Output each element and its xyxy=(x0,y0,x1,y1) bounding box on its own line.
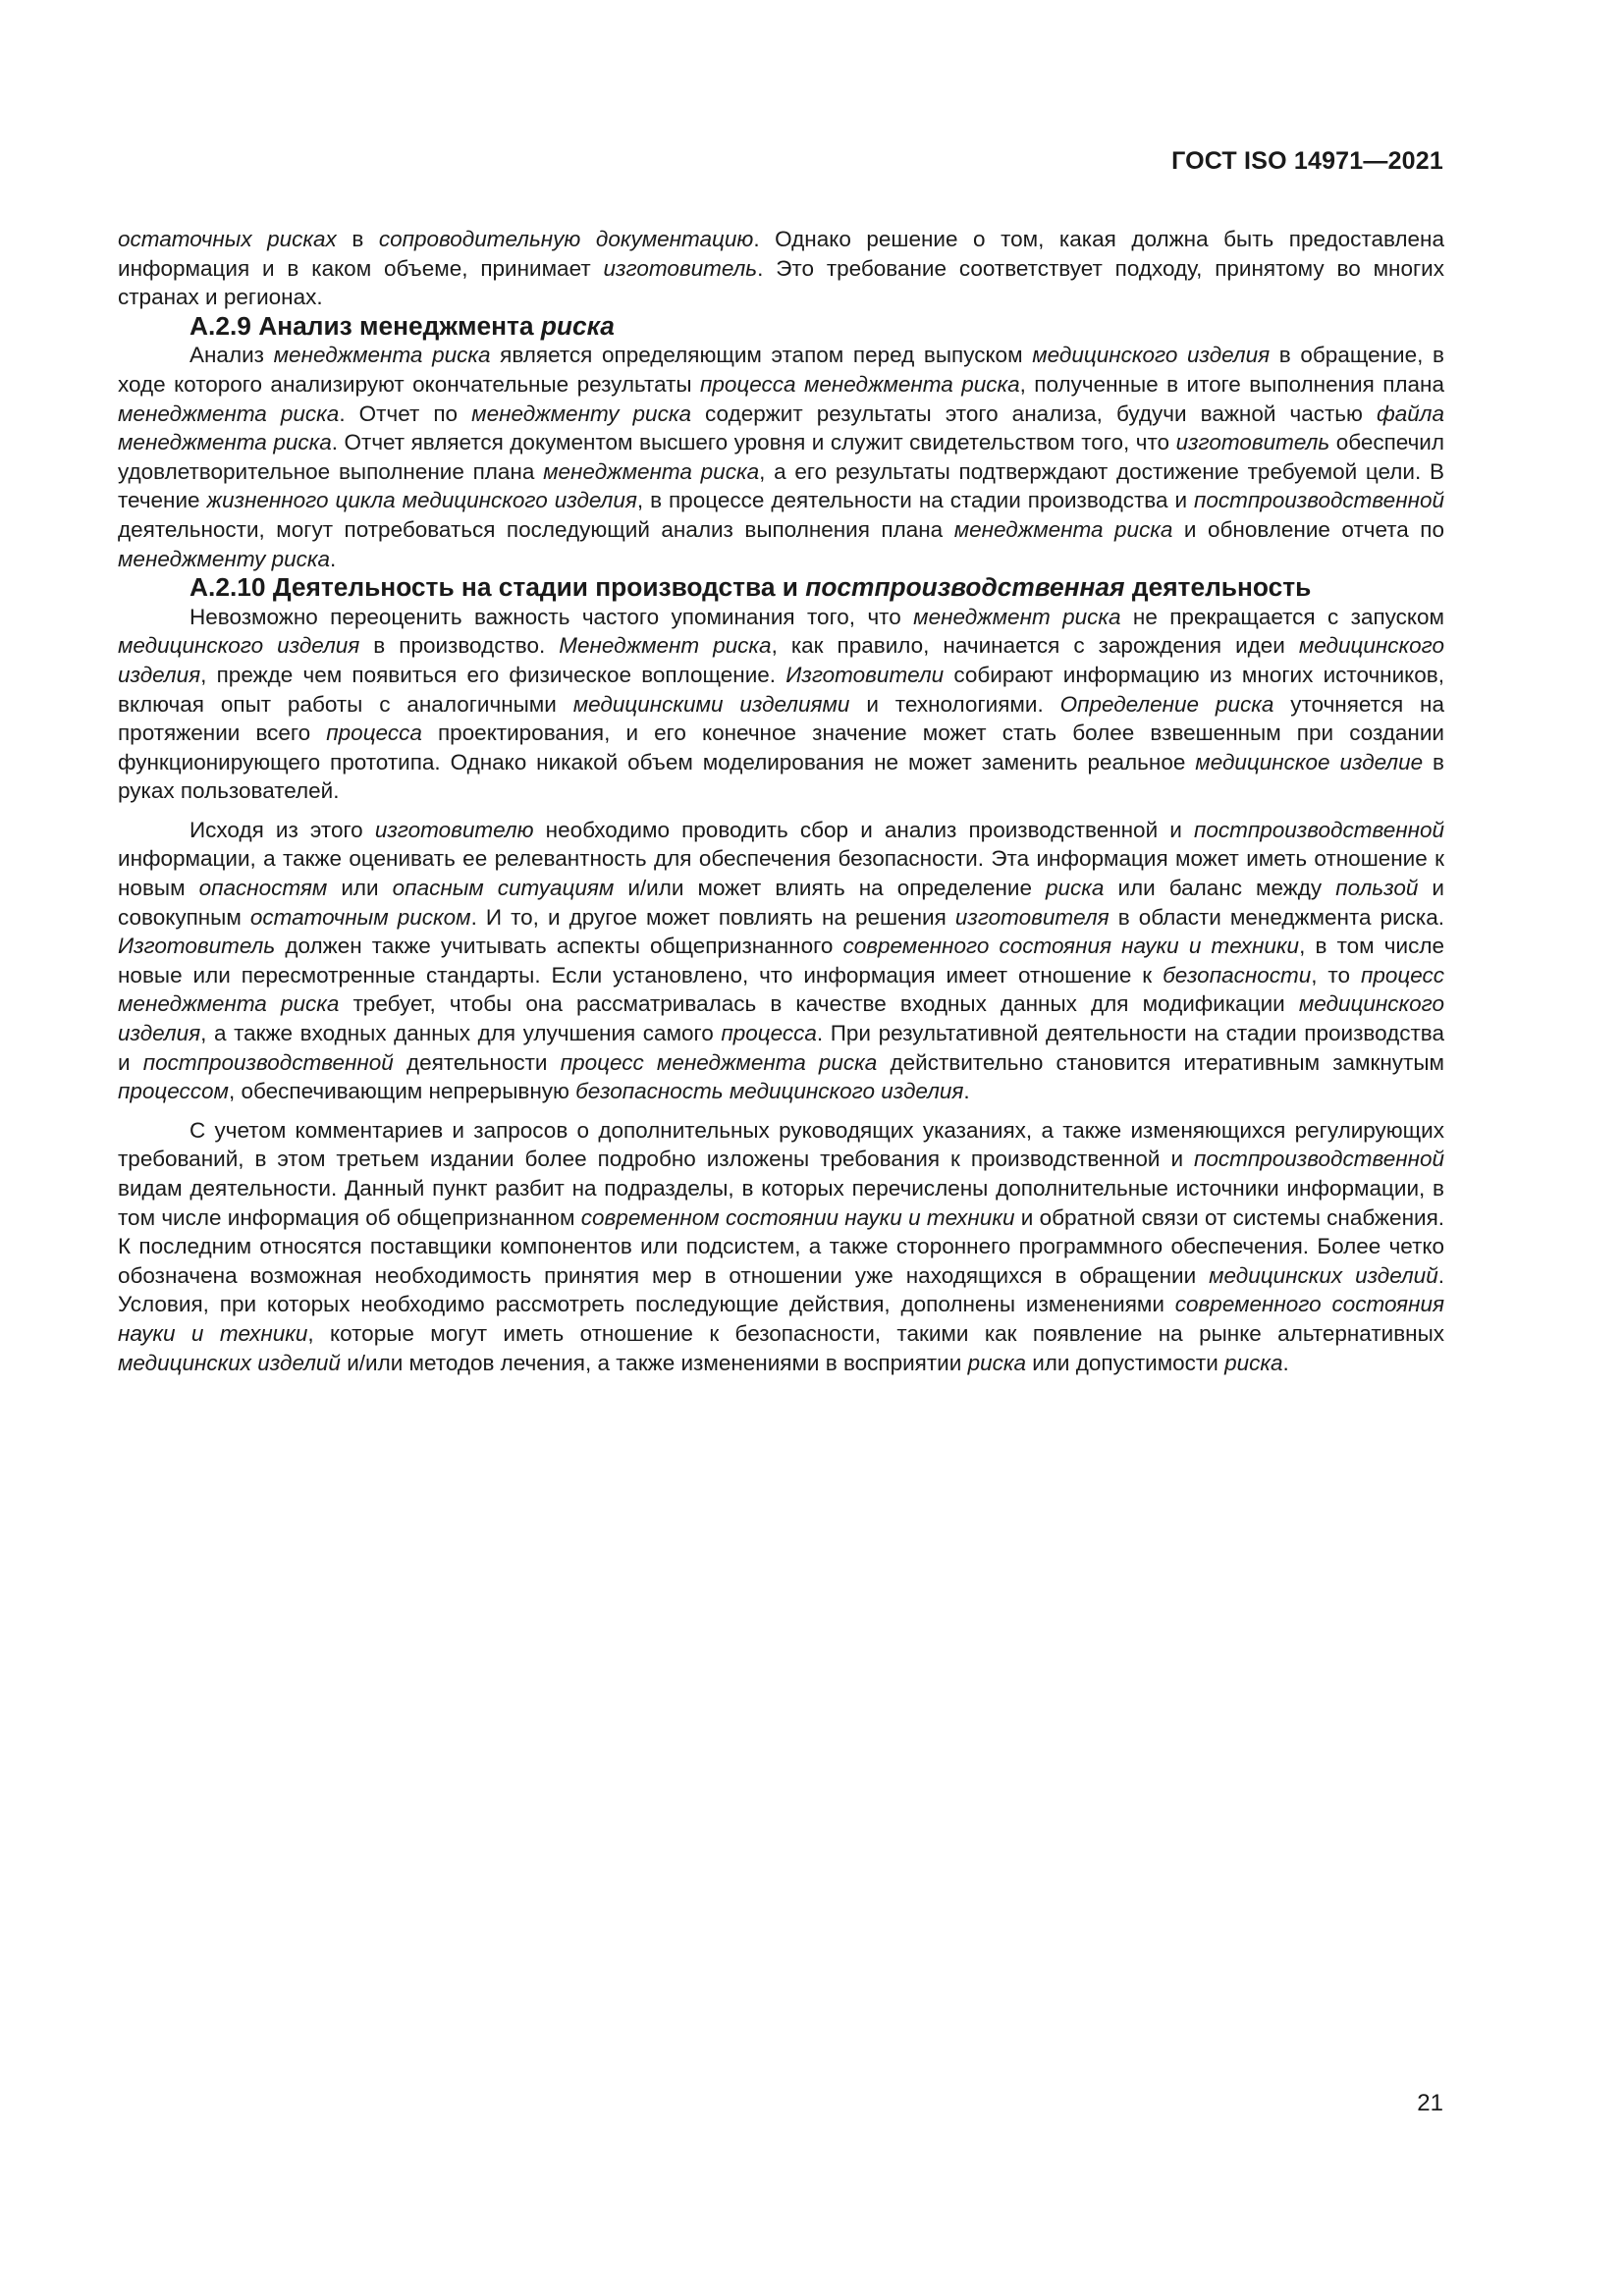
text-run: содержит результаты этого анализа, будучи важной частью xyxy=(690,400,1377,426)
text-run: . xyxy=(329,546,337,571)
italic-term: менеджмента риска xyxy=(118,400,340,426)
text-run: , обеспечивающим непрерывную xyxy=(228,1079,576,1104)
italic-term: современном состоянии науки и техники xyxy=(580,1204,1015,1230)
italic-term: медицинских изделий xyxy=(1209,1262,1438,1288)
text-run: деятельности, могут потребоваться последующий анализ выполнения плана xyxy=(118,516,954,542)
italic-term: медицинскими изделиями xyxy=(572,691,850,717)
text-run: действительно становится итеративным замкнутым xyxy=(877,1049,1444,1075)
italic-term: современного состояния науки и техники xyxy=(118,1292,1444,1346)
italic-term: процессом xyxy=(118,1079,229,1104)
italic-term: риска xyxy=(540,310,615,341)
italic-term: процесс менеджмента риска xyxy=(560,1049,878,1075)
document-standard-id: ГОСТ ISO 14971—2021 xyxy=(1171,147,1443,175)
italic-term: риска xyxy=(1224,1350,1283,1375)
text-run: . Это требование соответствует подходу, принятому во многих странах и регионах. xyxy=(118,255,1444,310)
text-run: информации, а также оценивать ее релевантность для обеспечения безопасности. Эта информация может иметь отношение к новым xyxy=(118,846,1444,901)
text-run: или баланс между xyxy=(1104,876,1336,901)
italic-term: менеджменту риска xyxy=(118,546,330,571)
italic-term: постпроизводственной xyxy=(142,1049,394,1075)
italic-term: Менеджмент риска xyxy=(559,633,772,659)
italic-term: остаточных рисках xyxy=(118,227,337,251)
page-number: 21 xyxy=(1417,2090,1443,2116)
body-paragraph xyxy=(118,603,1444,806)
italic-term: процесс менеджмента риска xyxy=(118,962,1444,1017)
text-run: С учетом комментариев и запросов о дополнительных руководящих указаниях, а также изменяющихся регулирующих требований, в этом третьем издании более подробно изложены требования к производственной и xyxy=(118,1117,1444,1172)
text-run: , в том числе новые или пересмотренные стандарты. Если установлено, что информация имеет отношение к xyxy=(118,934,1444,988)
text-run: , прежде чем появиться его физическое воплощение. xyxy=(200,662,786,687)
italic-term: процесса xyxy=(326,721,422,746)
italic-term: менеджмента риска xyxy=(273,343,491,368)
italic-term: риска xyxy=(1046,876,1105,901)
text-run: . Отчет по xyxy=(339,400,472,426)
text-run: требует, чтобы она рассматривалась в качестве входных данных для модификации xyxy=(339,991,1299,1017)
text-run: должен также учитывать аспекты общепризнанного xyxy=(275,934,843,959)
italic-term: медицинского изделия xyxy=(118,991,1444,1046)
italic-term: безопасность медицинского изделия xyxy=(575,1079,964,1104)
text-run: в руках пользователей. xyxy=(118,749,1444,804)
text-run: видам деятельности. Данный пункт разбит на подразделы, в которых перечислены дополнительные источники информации, в том числе информация об общепризнанном xyxy=(118,1176,1444,1230)
text-run: и/или методов лечения, а также изменениями в восприятии xyxy=(340,1350,968,1375)
text-run: или допустимости xyxy=(1025,1350,1225,1375)
text-run: и обратной связи от системы снабжения. К последним относятся поставщики компонентов или подсистем, а также стороннего программного обеспечения. Более четко обозначена возможная необходимость принятия мер в отношении уже находящихся в обращении xyxy=(118,1204,1444,1288)
text-run: . Условия, при которых необходимо рассмотреть последующие действия, дополнены изменениями xyxy=(118,1262,1444,1317)
body-paragraph xyxy=(118,816,1444,1106)
text-run: . И то, и другое может повлиять на решения xyxy=(470,904,955,930)
text-run: и обновление отчета по xyxy=(1172,516,1444,542)
text-run: в обращение, в ходе которого анализируют окончательные результаты xyxy=(118,343,1444,397)
text-run: . При результативной деятельности на стадии производства и xyxy=(118,1021,1445,1075)
italic-term: медицинское изделие xyxy=(1195,749,1424,774)
section-heading xyxy=(118,573,1444,603)
italic-term: Определение риска xyxy=(1059,691,1274,717)
italic-term: современного состояния науки и техники xyxy=(842,934,1300,959)
text-run: или xyxy=(327,876,393,901)
text-run: в xyxy=(336,227,379,251)
text-run: А.2.9 Анализ менеджмента xyxy=(189,310,541,341)
italic-term: постпроизводственной xyxy=(1193,1147,1444,1172)
text-run: . Однако решение о том, какая должна быть предоставлена информация и в каком объеме, принимает xyxy=(118,227,1444,281)
text-run: и технологиями. xyxy=(849,691,1060,717)
text-run: , в процессе деятельности на стадии производства и xyxy=(636,488,1194,513)
italic-term: изготовитель xyxy=(603,255,758,281)
text-run: А.2.10 Деятельность на стадии производства и xyxy=(189,572,806,603)
text-run: собирают информацию из многих источников, включая опыт работы с аналогичными xyxy=(118,662,1444,717)
text-run: проектирования, и его конечное значение может стать более взвешенным при создании функционирующего прототипа. Однако никакой объем моделирования не может заменить реальное xyxy=(118,721,1444,774)
italic-term: медицинского изделия xyxy=(118,633,1445,687)
text-run: деятельность xyxy=(1124,572,1312,603)
italic-term: сопроводительную документацию xyxy=(378,227,754,251)
text-run: в области менеджмента риска. xyxy=(1109,904,1444,930)
italic-term: изготовителю xyxy=(374,817,534,842)
text-run: , как правило, начинается с зарождения идеи xyxy=(771,633,1299,659)
italic-term: менеджмента риска xyxy=(953,516,1173,542)
text-run: , полученные в итоге выполнения плана xyxy=(1019,371,1444,397)
italic-term: жизненного цикла медицинского изделия xyxy=(206,488,637,513)
italic-term: пользой xyxy=(1335,876,1419,901)
italic-term: менеджменту риска xyxy=(471,400,691,426)
italic-term: безопасности xyxy=(1163,962,1312,988)
italic-term: процесса xyxy=(721,1021,817,1046)
italic-term: менеджмент риска xyxy=(913,604,1121,629)
body-paragraph xyxy=(118,1116,1444,1377)
italic-term: изготовителя xyxy=(954,904,1110,930)
section-heading xyxy=(118,312,1444,342)
text-run: необходимо проводить сбор и анализ производственной и xyxy=(533,817,1194,842)
italic-term: Изготовители xyxy=(785,662,945,687)
italic-term: изготовитель xyxy=(1175,430,1330,455)
italic-term: опасностям xyxy=(198,876,328,901)
document-body xyxy=(118,225,1444,1377)
body-paragraph xyxy=(118,225,1444,312)
italic-term: медицинских изделий xyxy=(118,1350,341,1375)
text-run: , то xyxy=(1311,962,1361,988)
text-run: является определяющим этапом перед выпуском xyxy=(490,343,1033,368)
text-run: обеспечил удовлетворительное выполнение плана xyxy=(118,430,1444,484)
italic-term: Изготовитель xyxy=(118,934,276,959)
italic-term: медицинского изделия xyxy=(1032,343,1271,368)
text-run: и совокупным xyxy=(118,876,1444,930)
text-run: Невозможно переоценить важность частого упоминания того, что xyxy=(189,604,914,629)
text-run: , а его результаты подтверждают достижение требуемой цели. В течение xyxy=(118,458,1444,513)
text-run: уточняется на протяжении всего xyxy=(118,691,1444,746)
italic-term: постпроизводственной xyxy=(1193,817,1444,842)
body-paragraph xyxy=(118,341,1444,573)
italic-term: постпроизводственная xyxy=(805,572,1125,603)
italic-term: процесса менеджмента риска xyxy=(700,371,1020,397)
text-run: . Отчет является документом высшего уровня и служит свидетельством того, что xyxy=(331,430,1176,455)
text-run: , а также входных данных для улучшения самого xyxy=(200,1021,722,1046)
text-run: не прекращается с запуском xyxy=(1120,604,1444,629)
italic-term: файла менеджмента риска xyxy=(118,400,1445,455)
text-run: Анализ xyxy=(189,343,274,368)
text-run: Исходя из этого xyxy=(189,817,375,842)
text-run: в производство. xyxy=(359,633,560,659)
italic-term: риска xyxy=(967,1350,1026,1375)
text-run: деятельности xyxy=(393,1049,561,1075)
italic-term: менеджмента риска xyxy=(543,458,760,484)
text-run: , которые могут иметь отношение к безопасности, такими как появление на рынке альтернативных xyxy=(307,1320,1444,1346)
italic-term: постпроизводственной xyxy=(1193,488,1444,513)
text-run: и/или может влиять на определение xyxy=(614,876,1047,901)
italic-term: остаточным риском xyxy=(249,904,471,930)
italic-term: опасным ситуациям xyxy=(392,876,615,901)
text-run: . xyxy=(963,1079,970,1104)
italic-term: медицинского изделия xyxy=(118,633,360,659)
text-run: . xyxy=(1282,1350,1289,1375)
